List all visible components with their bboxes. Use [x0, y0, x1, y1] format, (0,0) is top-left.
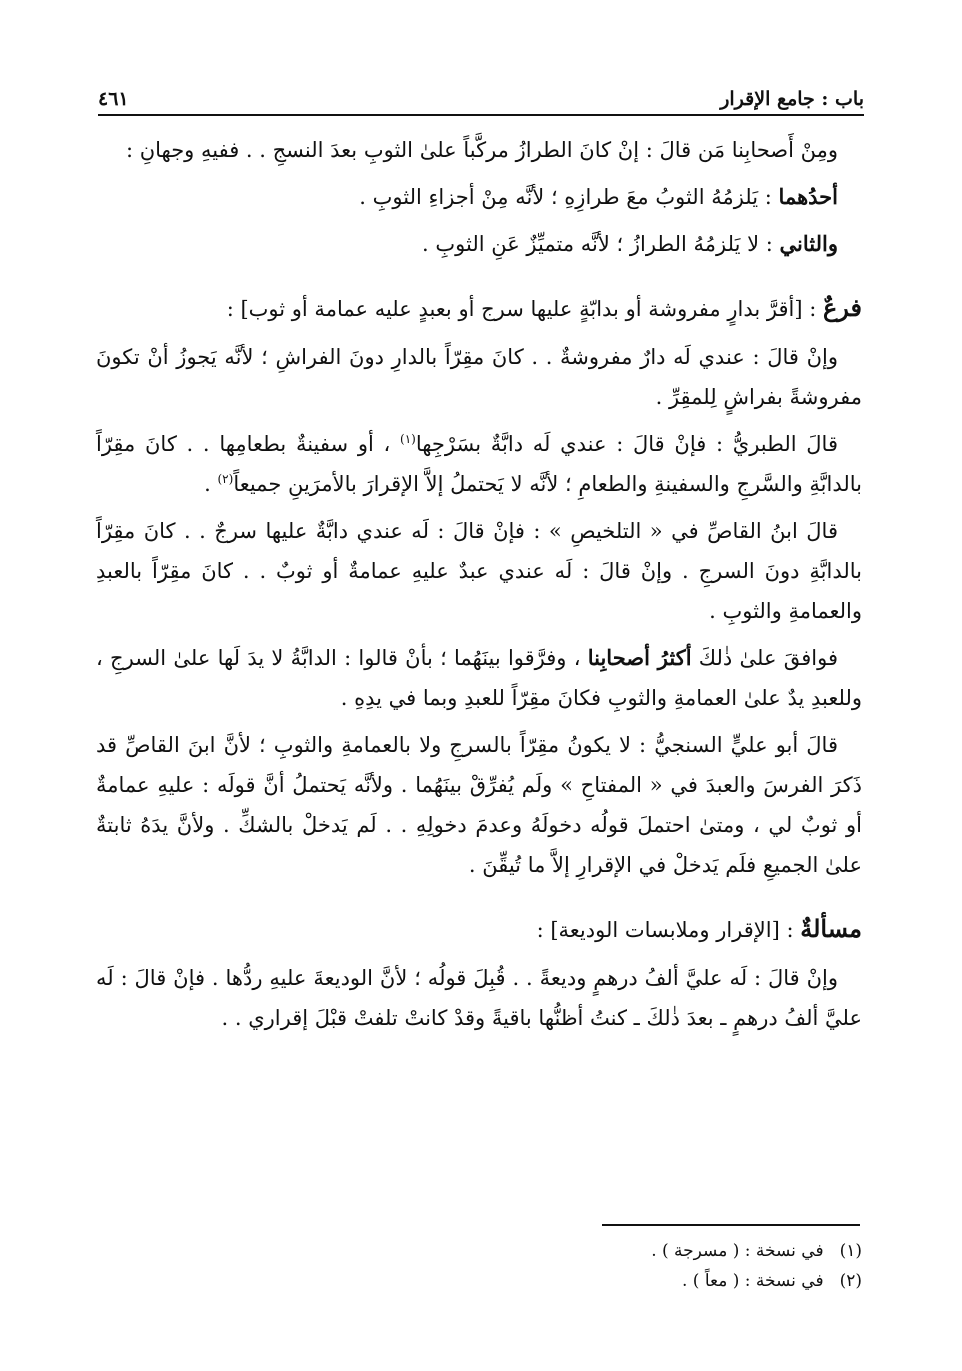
footnote-text: في نسخة : ( معاً ) .	[681, 1271, 824, 1291]
heading-text: : [الإقرار وملابسات الوديعة] :	[536, 918, 801, 942]
footnote-ref[interactable]: (٢)	[217, 472, 234, 486]
footnote-number: (٢)	[839, 1271, 862, 1291]
paragraph-text: : يَلزمُهُ الثوبُ معَ طرازِهِ ؛ لأنَّه مِنْ أجزاءِ الثوبِ .	[359, 185, 779, 209]
paragraph-text: ، أو سفينةٌ بطعامِها . . كانَ مقِرّاً بالدابَّةِ والسَّرجِ والسفينةِ والطعامِ ؛ لأنَّه لا يَحتملُ إلاَّ الإقرارَ بالأمرَينِ جميعاً	[96, 432, 862, 496]
footnote-divider	[602, 1224, 860, 1226]
footnotes	[98, 1236, 862, 1296]
section-heading-far	[96, 288, 862, 329]
paragraph: قالَ أبو عليٍّ السنجيُّ : لا يكونُ مقِرّاً بالسرجِ ولا بالعمامةِ والثوبِ ؛ لأنَّ ابنَ القاصِّ قد ذَكرَ الفرسَ والعبدَ في « المفتاحِ » ولَم يُفرِّقْ بينَهُما . ولأنَّه يَحتملُ أنَّ قولَه : عليهِ عمامةٌ أو ثوبٌ لي ، ومتىٰ احتملَ قولُه دخولَهُ وعدمَ دخولِهِ . . لَم يَدخلْ بالشكِّ . ولأنَّ يدَهُ ثابتةٌ علىٰ الجميعِ فلَم يَدخلْ في الإقرارِ إلاَّ ما تُيقِّنَ .	[96, 733, 862, 877]
paragraph-text: فوافقَ علىٰ ذٰلكَ	[691, 646, 838, 670]
section-heading-masala	[96, 909, 862, 950]
paragraph: وإنْ قالَ : عندي لَه دارٌ مفروشةٌ . . كانَ مقِرّاً بالدارِ دونَ الفراشِ ؛ لأنَّه يَجوزُ أنْ تكونَ مفروشةً بفراشٍ لِلمقِرِّ .	[96, 345, 862, 409]
paragraph: قالَ ابنُ القاصِّ في « التلخيصِ » : فإنْ قالَ : لَه عندي دابَّةٌ عليها سرجٌ . . كانَ مقِرّاً بالدابَّةِ دونَ السرجِ . وإنْ قالَ : لَه عندي عبدٌ عليهِ عمامةٌ أو ثوبٌ . . كانَ مقِرّاً بالعبدِ والعمامةِ والثوبِ .	[96, 519, 862, 623]
paragraph	[96, 638, 862, 718]
paragraph-text: قالَ الطبريُّ : فإنْ قالَ : عندي لَه دابَّةٌ بسَرْجِها	[415, 432, 838, 456]
main-text	[96, 130, 862, 1045]
paragraph-text: ، وفرَّقوا بينَهُما ؛ بأنْ قالوا : الدابَّةُ لا يدَ لَها علىٰ السرجِ ، وللعبدِ يدٌ علىٰ العمامةِ والثوبِ فكانَ مقِرّاً للعبدِ وبما في يدِهِ .	[96, 646, 862, 710]
footnote	[98, 1266, 862, 1296]
heading-label: فرعٌ	[822, 293, 862, 322]
paragraph: وإنْ قالَ : لَه عليَّ ألفُ درهمٍ وديعةً . . قُبِلَ قولُه ؛ لأنَّ الوديعةَ عليهِ ردُّها . فإنْ قالَ : لَه عليَّ ألفُ درهمٍ ـ بعدَ ذٰلكَ ـ كنتُ أظنُّها باقيةً وقدْ كانتْ تلفتْ قبْلَ إقراري . .	[96, 966, 862, 1030]
bold-phrase: أكثرُ أصحابِنا	[587, 645, 692, 670]
footnote-number: (١)	[839, 1241, 862, 1261]
bold-lead: والثاني	[779, 231, 838, 256]
footnote	[98, 1236, 862, 1266]
page-number: ٤٦١	[98, 88, 129, 110]
heading-label: مسألةٌ	[800, 914, 862, 943]
paragraph: ومِنْ أَصحابِنا مَن قالَ : إنْ كانَ الطرازُ مركَّباً علىٰ الثوبِ بعدَ النسجِ . . ففيهِ وجهانِ :	[125, 138, 838, 162]
footnote-text: في نسخة : ( مسرجة ) .	[651, 1241, 824, 1261]
heading-text: : [أقرَّ بدارٍ مفروشة أو بدابّةٍ عليها سرج أو بعبدٍ عليه عمامة أو ثوب] :	[226, 297, 823, 321]
running-header	[98, 74, 864, 110]
paragraph	[96, 424, 862, 504]
paragraph-text: .	[204, 472, 218, 496]
footnote-ref[interactable]: (١)	[400, 432, 416, 446]
paragraph	[96, 224, 862, 264]
section-title: باب : جامع الإقرار	[720, 88, 864, 110]
header-divider	[98, 114, 864, 116]
paragraph-text: : لا يَلزمُهُ الطرازُ ؛ لأنَّه متميِّزٌ عَنِ الثوبِ .	[422, 232, 780, 256]
bold-lead: أحدُهما	[778, 184, 838, 209]
paragraph	[96, 177, 862, 217]
